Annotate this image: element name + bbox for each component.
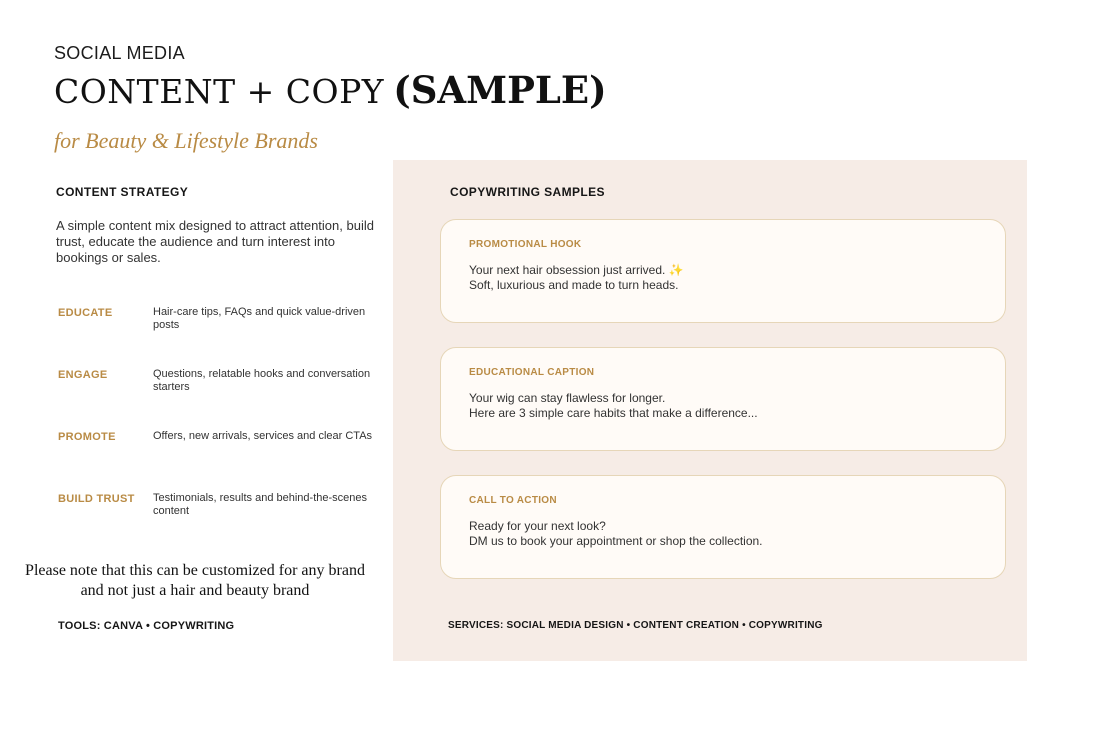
pillar-desc-build-trust: Testimonials, results and behind-the-scenes content bbox=[153, 492, 368, 517]
title-sample-tag: (SAMPLE) bbox=[393, 68, 607, 112]
card-label: CALL TO ACTION bbox=[469, 495, 557, 506]
pillar-label-build-trust: BUILD TRUST bbox=[58, 493, 135, 505]
pillar-desc-educate: Hair-care tips, FAQs and quick value-driven posts bbox=[153, 306, 366, 331]
eyebrow-label: SOCIAL MEDIA bbox=[54, 43, 185, 63]
card-text-line-2: Soft, luxurious and made to turn heads. bbox=[469, 278, 679, 292]
content-strategy-heading: CONTENT STRATEGY bbox=[56, 185, 189, 199]
page-title bbox=[54, 68, 607, 112]
strategy-intro: A simple content mix designed to attract attention, build trust, educate the audience and turn interest into bookings or sales. bbox=[56, 218, 374, 265]
copywriting-samples-heading: COPYWRITING SAMPLES bbox=[450, 185, 605, 199]
card-text bbox=[469, 519, 763, 549]
pillar-label-educate: EDUCATE bbox=[58, 307, 113, 319]
card-label: EDUCATIONAL CAPTION bbox=[469, 367, 595, 378]
sample-card-promotional-hook bbox=[440, 219, 1006, 323]
card-text-line-1: Ready for your next look? bbox=[469, 519, 606, 533]
note-line-2: and not just a hair and beauty brand bbox=[80, 582, 310, 599]
card-text-line-2: Here are 3 simple care habits that make a difference... bbox=[469, 406, 758, 420]
sample-card-call-to-action bbox=[440, 475, 1006, 579]
pillar-desc-promote: Offers, new arrivals, services and clear CTAs bbox=[153, 430, 373, 442]
note-line-1: Please note that this can be customized for any brand bbox=[25, 562, 365, 579]
card-text-line-2: DM us to book your appointment or shop the collection. bbox=[469, 534, 763, 548]
title-main: CONTENT + COPY bbox=[54, 72, 385, 111]
pillar-desc-engage: Questions, relatable hooks and conversation starters bbox=[153, 368, 371, 393]
card-text-line-1: Your next hair obsession just arrived. ✨ bbox=[469, 263, 684, 277]
card-text bbox=[469, 263, 684, 293]
customization-note bbox=[14, 561, 376, 601]
card-text bbox=[469, 391, 758, 421]
page-subtitle: for Beauty & Lifestyle Brands bbox=[54, 128, 318, 153]
tools-line: TOOLS: CANVA • COPYWRITING bbox=[58, 620, 235, 632]
services-line: SERVICES: SOCIAL MEDIA DESIGN • CONTENT CREATION • COPYWRITING bbox=[448, 620, 823, 631]
pillar-label-promote: PROMOTE bbox=[58, 431, 116, 443]
pillar-label-engage: ENGAGE bbox=[58, 369, 108, 381]
sample-card-educational-caption bbox=[440, 347, 1006, 451]
card-text-line-1: Your wig can stay flawless for longer. bbox=[469, 391, 666, 405]
card-label: PROMOTIONAL HOOK bbox=[469, 239, 582, 250]
